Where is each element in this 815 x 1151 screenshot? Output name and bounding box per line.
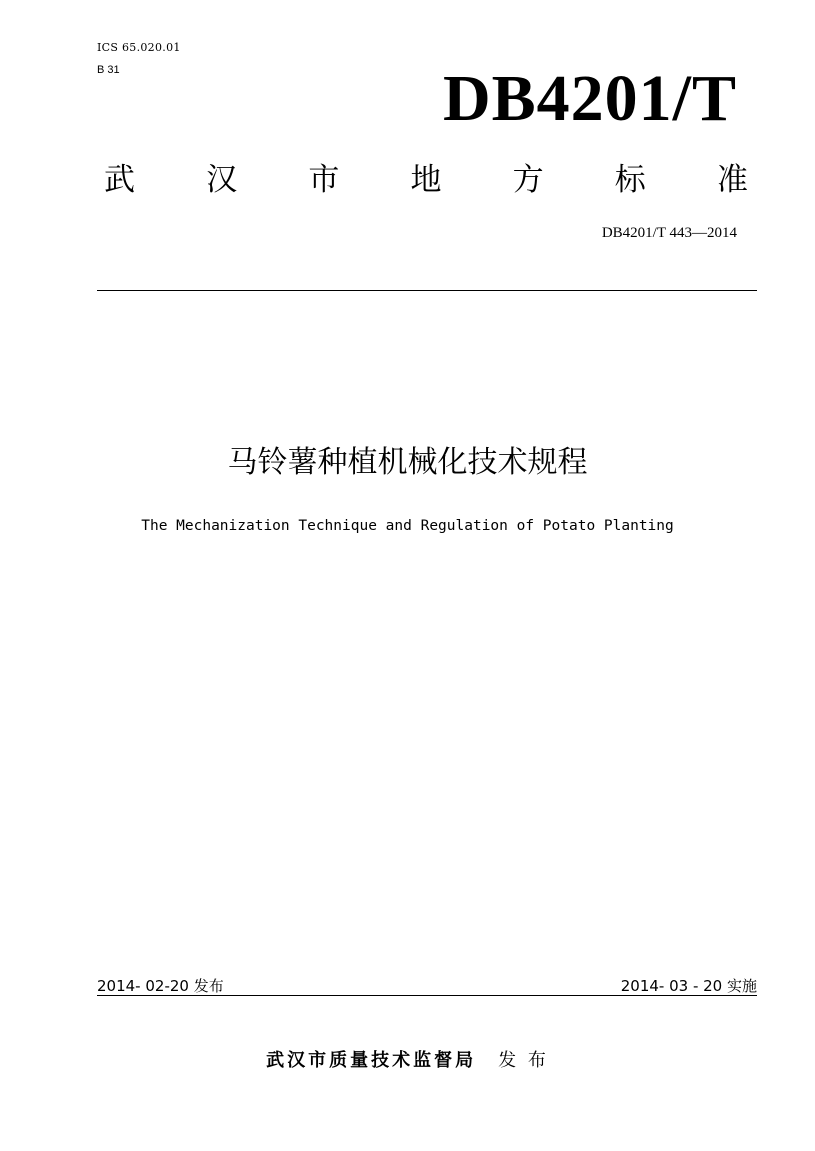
issue-action: 发 布 xyxy=(498,1050,549,1071)
standard-type-char: 汉 xyxy=(206,162,238,198)
standard-type-char: 武 xyxy=(104,162,135,198)
standard-mark: DB4201/T xyxy=(442,62,737,135)
publish-date: 2014- 02-20 发布 xyxy=(97,977,224,995)
header-divider xyxy=(97,290,757,291)
standard-number: DB4201/T 443—2014 xyxy=(601,225,737,241)
document-title-chinese: 马铃薯种植机械化技术规程 xyxy=(227,445,588,480)
standard-type-char: 地 xyxy=(410,162,442,198)
ics-code: ICS 65.020.01 xyxy=(97,41,181,54)
standard-type-char: 标 xyxy=(614,162,646,198)
ccs-code: B 31 xyxy=(97,64,120,76)
issuer-name: 武汉市质量技术监督局 xyxy=(266,1050,477,1071)
footer-divider xyxy=(97,995,757,996)
document-title-english: The Mechanization Technique and Regulation of Potato Planting xyxy=(141,518,674,534)
standard-type xyxy=(104,160,748,200)
standard-type-char: 市 xyxy=(308,162,340,198)
standard-type-char: 准 xyxy=(716,162,748,198)
issuer-line xyxy=(0,1046,815,1072)
implementation-date: 2014- 03 - 20 实施 xyxy=(620,977,757,995)
standard-type-char: 方 xyxy=(512,162,544,198)
